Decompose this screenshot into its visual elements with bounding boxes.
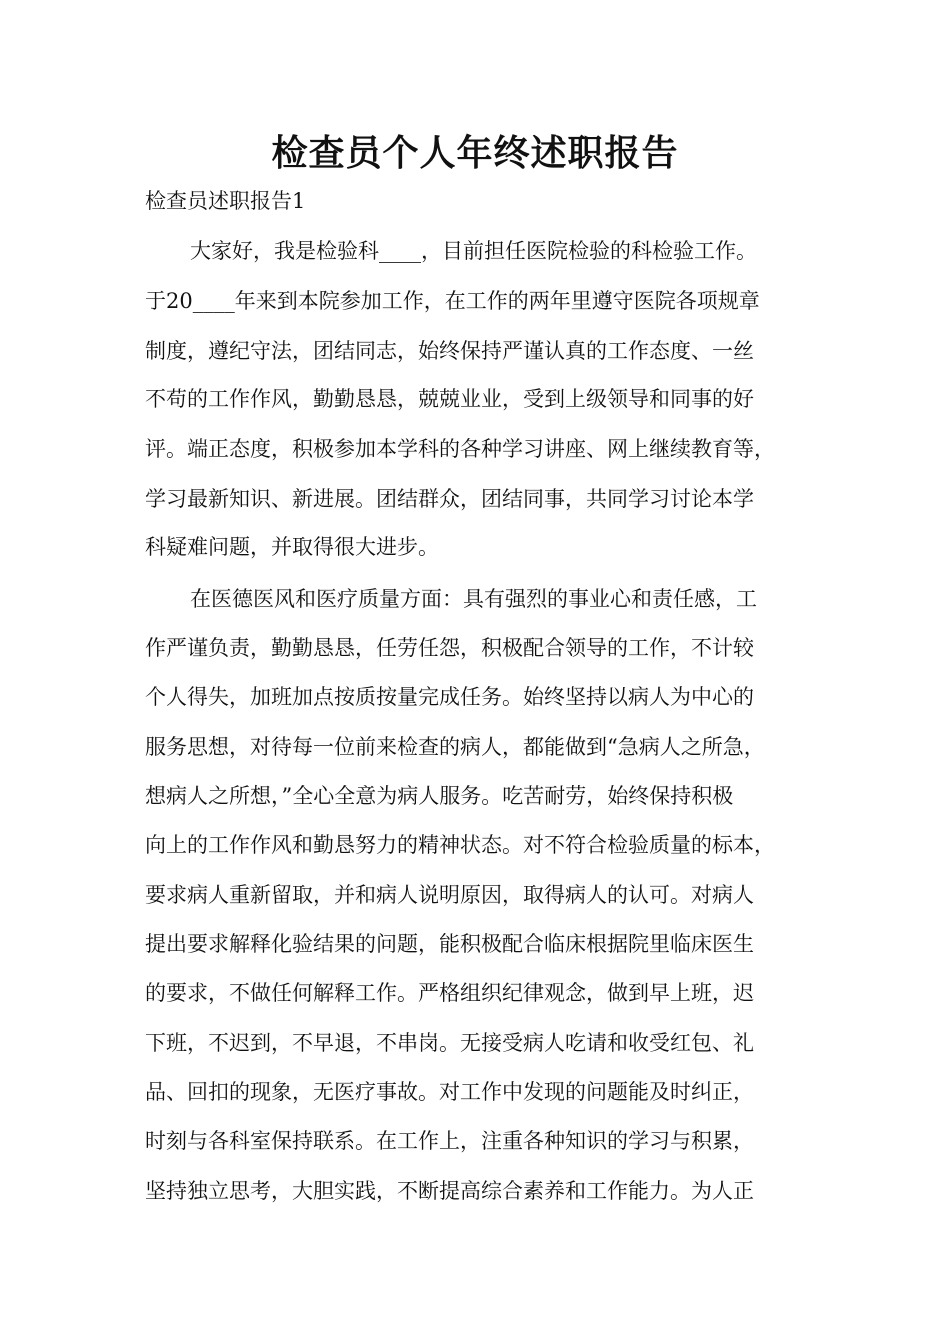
- paragraph-2-line: 个人得失，加班加点按质按量完成任务。始终坚持以病人为中心的: [145, 685, 754, 709]
- paragraph-2-line: 提出要求解释化验结果的问题，能积极配合临床根据院里临床医生: [145, 932, 754, 956]
- document-title: 检查员个人年终述职报告: [271, 132, 679, 174]
- paragraph-2-line: 品、回扣的现象，无医疗事故。对工作中发现的问题能及时纠正，: [145, 1080, 754, 1104]
- section-heading: 检查员述职报告1: [145, 189, 306, 213]
- paragraph-2-line: 下班，不迟到，不早退，不串岗。无接受病人吃请和收受红包、礼: [145, 1031, 754, 1055]
- paragraph-1-line: 于20____年来到本院参加工作，在工作的两年里遵守医院各项规章: [145, 289, 760, 313]
- paragraph-1-line: 制度，遵纪守法，团结同志，始终保持严谨认真的工作态度、一丝: [145, 339, 754, 363]
- paragraph-1-line: 不苟的工作作风，勤勤恳恳，兢兢业业，受到上级领导和同事的好: [145, 387, 754, 411]
- paragraph-2-line: 时刻与各科室保持联系。在工作上，注重各种知识的学习与积累，: [145, 1129, 754, 1153]
- paragraph-2-line: 在医德医风和医疗质量方面：具有强烈的事业心和责任感，工: [190, 587, 757, 611]
- paragraph-2-line: 想病人之所想，”全心全意为病人服务。吃苦耐劳，始终保持积极: [145, 784, 734, 808]
- paragraph-2-line: 服务思想，对待每一位前来检查的病人，都能做到“急病人之所急，: [145, 735, 765, 759]
- paragraph-2-line: 向上的工作作风和勤恳努力的精神状态。对不符合检验质量的标本，: [145, 833, 775, 857]
- paragraph-2-line: 坚持独立思考，大胆实践，不断提高综合素养和工作能力。为人正: [145, 1179, 754, 1203]
- paragraph-2-line: 作严谨负责，勤勤恳恳，任劳任怨，积极配合领导的工作，不计较: [145, 636, 754, 660]
- paragraph-2-line: 要求病人重新留取，并和病人说明原因，取得病人的认可。对病人: [145, 883, 754, 907]
- paragraph-1-line: 学习最新知识、新进展。团结群众，团结同事，共同学习讨论本学: [145, 487, 754, 511]
- paragraph-1-line: 大家好，我是检验科____，目前担任医院检验的科检验工作。: [190, 239, 757, 263]
- paragraph-1-line: 评。端正态度，积极参加本学科的各种学习讲座、网上继续教育等，: [145, 437, 775, 461]
- paragraph-2-line: 的要求，不做任何解释工作。严格组织纪律观念，做到早上班，迟: [145, 981, 754, 1005]
- paragraph-1-line: 科疑难问题，并取得很大进步。: [145, 535, 439, 559]
